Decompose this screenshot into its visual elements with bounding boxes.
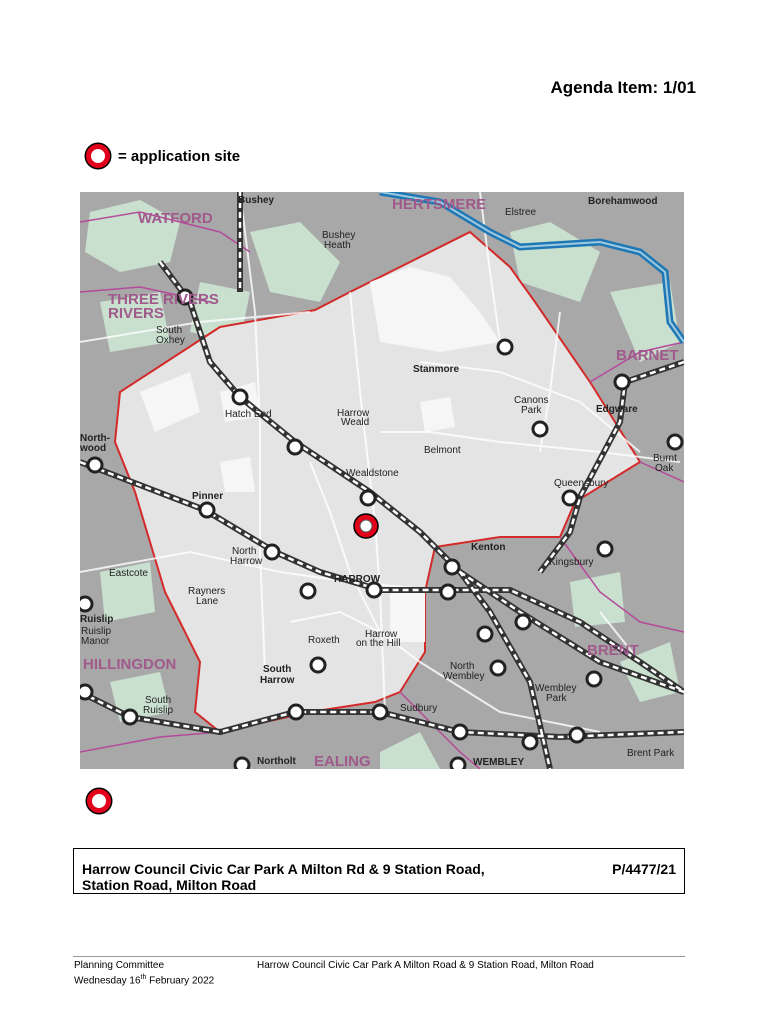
application-details-box (73, 848, 685, 894)
place-label: Wembley (443, 671, 485, 682)
application-reference: P/4477/21 (612, 861, 676, 877)
place-label: Harrow (260, 675, 295, 686)
place-label: Oak (655, 463, 674, 474)
place-label: on the Hill (356, 638, 401, 649)
place-label: South (156, 325, 183, 336)
application-site-map-marker (354, 514, 378, 538)
place-label: Northolt (257, 756, 296, 767)
application-site-marker-icon (87, 789, 111, 818)
place-label: Kingsbury (549, 557, 594, 568)
place-label: HARROW (334, 574, 381, 585)
place-label: Elstree (505, 207, 537, 218)
svg-text:RIVERS: RIVERS (108, 305, 164, 322)
place-label: Manor (81, 636, 110, 647)
place-label: Wembley (535, 683, 577, 694)
place-label: wood (80, 443, 107, 454)
place-label: Pinner (192, 491, 224, 502)
place-label: North (450, 661, 475, 672)
place-label: Kenton (471, 542, 506, 553)
place-label: Belmont (424, 445, 461, 456)
place-label: Heath (324, 240, 351, 251)
place-label: Roxeth (308, 635, 340, 646)
place-label: North- (80, 433, 110, 444)
district-label: BRENT (587, 642, 639, 659)
place-label: Park (521, 405, 542, 416)
legend-label: = application site (118, 147, 241, 165)
district-label: BARNET (616, 347, 679, 364)
place-label: South (263, 664, 292, 675)
place-label: Weald (341, 417, 370, 428)
place-label: Lane (196, 596, 219, 607)
place-label: Bushey (238, 195, 275, 206)
place-label: Wealdstone (346, 468, 399, 479)
map-legend (86, 144, 240, 168)
district-label: WATFORD (138, 210, 213, 227)
place-label: Canons (514, 395, 549, 406)
footer-divider (73, 956, 685, 957)
application-site-marker-icon (86, 144, 110, 168)
place-label: Edgware (596, 404, 638, 415)
place-label: Queensbury (554, 478, 609, 489)
place-label: WEMBLEY (473, 757, 525, 768)
district-label: THREE RIVERS (108, 291, 219, 308)
footer-committee-info (74, 960, 214, 987)
district-label: HILLINGDON (83, 656, 177, 673)
district-label: HERTSMERE (392, 196, 487, 213)
application-address: Harrow Council Civic Car Park A Milton Rd & 9 Station Road, Station Road, Milton Road (82, 861, 485, 893)
place-label: Harrow (365, 629, 398, 640)
agenda-item-heading: Agenda Item: 1/01 (550, 78, 696, 97)
place-label: Oxhey (156, 335, 185, 346)
place-label: Harrow (230, 556, 263, 567)
place-label: Harrow (337, 408, 370, 419)
place-label: Eastcote (109, 568, 148, 579)
place-label: Sudbury (400, 703, 438, 714)
place-label: Rayners (188, 586, 226, 597)
place-label: Ruislip (81, 626, 112, 637)
place-label: Park (546, 693, 567, 704)
district-label: EALING (314, 753, 371, 769)
footer-committee: Planning Committee (74, 960, 165, 971)
place-label: South (145, 695, 172, 706)
place-label: Stanmore (413, 364, 460, 375)
location-map (80, 192, 684, 769)
place-label: Brent Park (627, 748, 675, 759)
place-label: Ruislip (80, 614, 114, 625)
footer-date: Wednesday 16th February 2022 (74, 974, 215, 987)
footer-address: Harrow Council Civic Car Park A Milton Road & 9 Station Road, Milton Road (257, 960, 594, 971)
place-label: North (232, 546, 257, 557)
place-label: Bushey (322, 230, 356, 241)
place-label: Ruislip (143, 705, 174, 716)
place-label: Borehamwood (588, 196, 658, 207)
place-label: Burnt (653, 453, 677, 464)
place-label: Hatch End (225, 409, 272, 420)
